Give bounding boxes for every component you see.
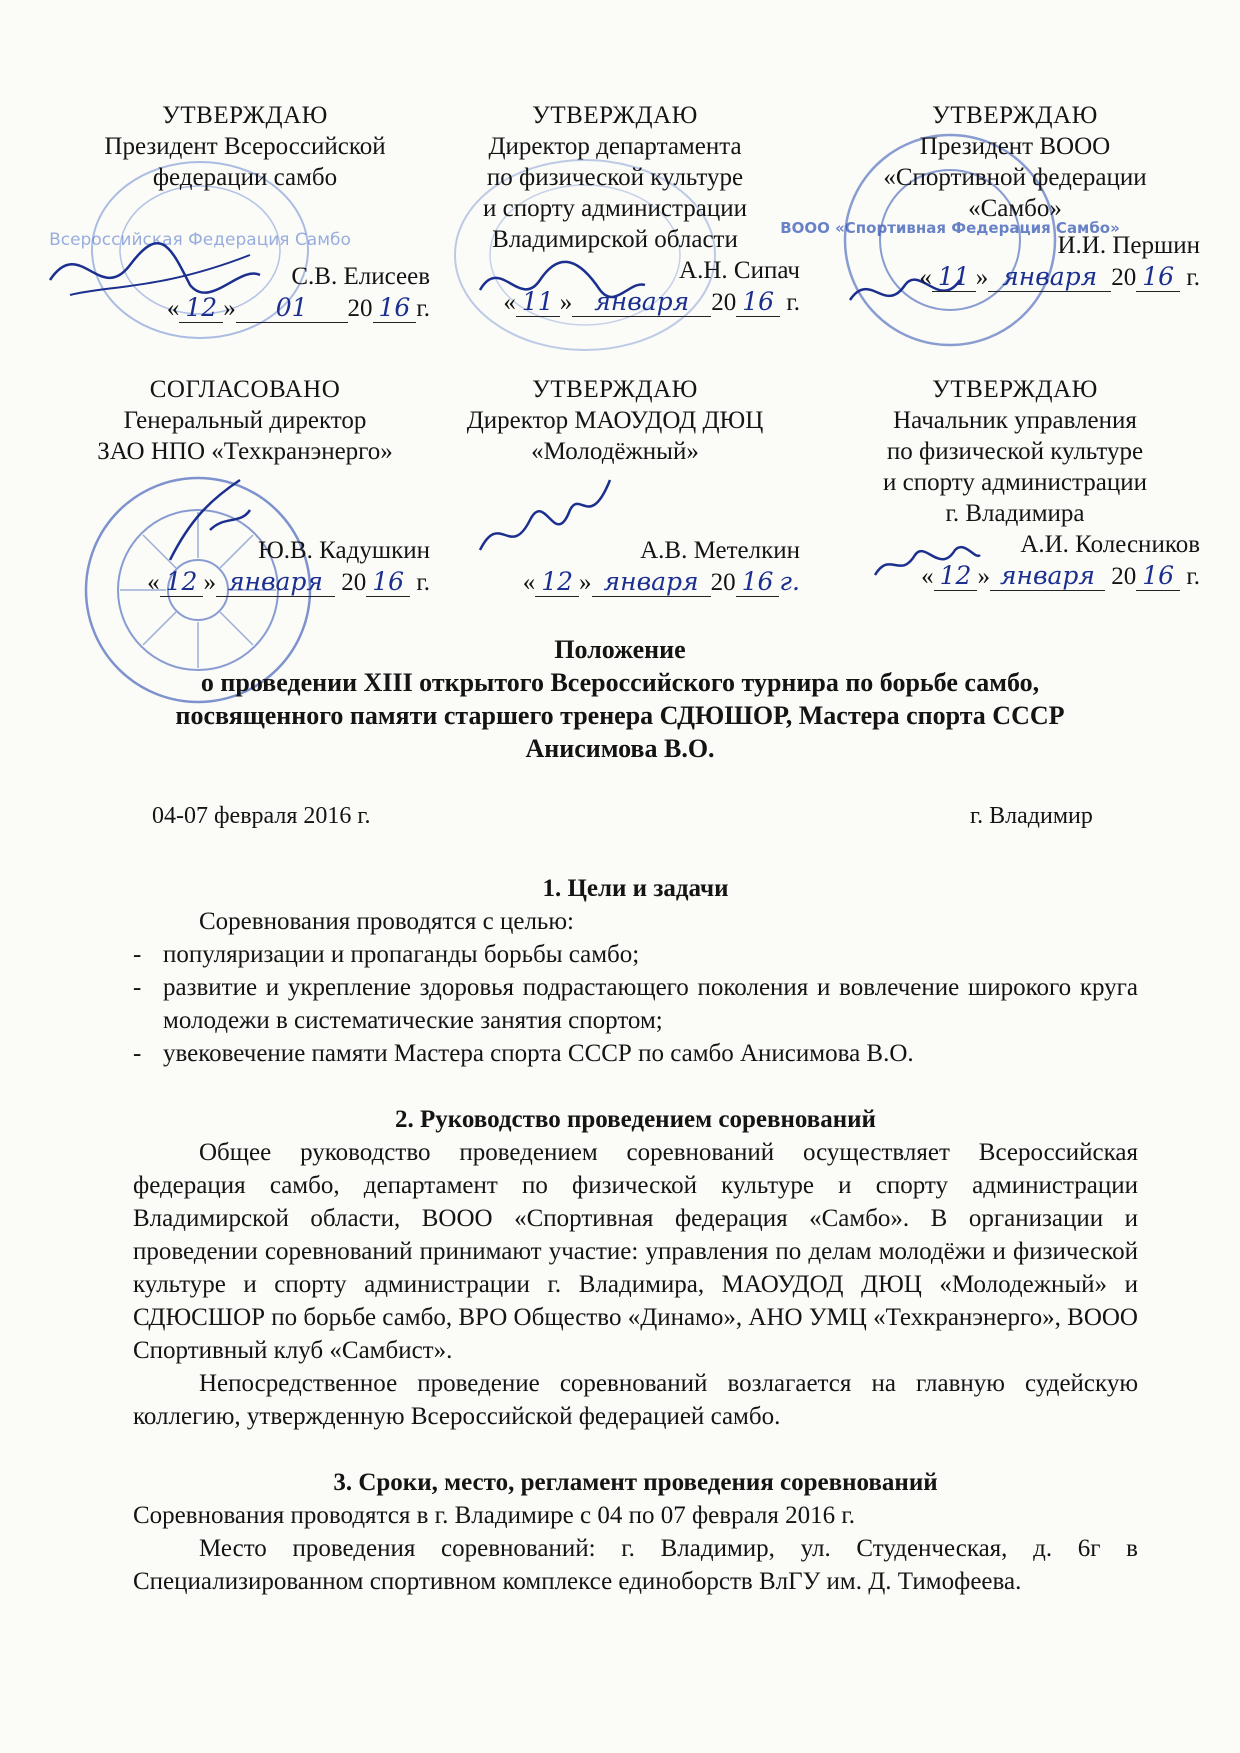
paragraph: Место проведения соревнований: г. Владимир, ул. Студенческая, д. 6г в Специализированном спортивном комплексе единоборств ВлГУ им. Д. Тимофеева. bbox=[133, 1535, 1138, 1595]
list-item: - развитие и укрепление здоровья подрастающего поколения и вовлечение широкого круга молодежи в систематические занятия спортом; bbox=[133, 971, 1138, 1037]
approval-line: по физической культуре bbox=[886, 438, 1144, 465]
approval-block-department-director bbox=[430, 100, 800, 318]
paragraph: Соревнования проводятся в г. Владимире с 04 по 07 февраля 2016 г. bbox=[133, 1502, 856, 1529]
date-year-suffix: 16 bbox=[373, 293, 417, 323]
approval-line: Президент Всероссийской bbox=[104, 133, 386, 160]
paragraph: Общее руководство проведением соревнований осуществляет Всероссийская федерация самбо, департамент по физической культуре и спорту администрации Владимирской области, ВООО «Спортивная федерация «Самбо». В организации и проведении соревнований принимают участие: управления по делам молодёжи и физической культуре и спорту администрации г. Владимира, МАОУДОД ДЮЦ «Молодежный» и СДЮСШОР по борьбе самбо, ВРО Общество «Динамо», АНО УМЦ «Техкранэнерго», ВООО Спортивный клуб «Самбист». bbox=[133, 1139, 1138, 1364]
signatory-name: И.И. Першин bbox=[1057, 232, 1200, 259]
approval-line: Владимирской области bbox=[492, 226, 738, 253]
approval-line: «Самбо» bbox=[968, 195, 1062, 222]
date-day: 11 bbox=[516, 287, 560, 317]
approval-heading: УТВЕРЖДАЮ bbox=[932, 376, 1098, 403]
approval-line: Директор МАОУДОД ДЮЦ bbox=[466, 407, 764, 434]
date-month: января bbox=[990, 561, 1105, 591]
date-day: 12 bbox=[934, 561, 978, 591]
document-title bbox=[100, 633, 1140, 765]
date-month: января bbox=[572, 287, 711, 317]
list-item: - популяризации и пропаганды борьбы самбо; bbox=[133, 938, 1138, 971]
date-day: 11 bbox=[932, 262, 976, 292]
title-line: Анисимова В.О. bbox=[525, 734, 715, 763]
list-item: - увековечение памяти Мастера спорта СССР по самбо Анисимова В.О. bbox=[133, 1037, 1138, 1070]
date-year-suffix: 16 bbox=[1136, 561, 1180, 591]
approval-date: « 11 » января 20 16 г. bbox=[503, 287, 800, 316]
date-year-suffix: 16 bbox=[366, 567, 410, 597]
approval-line: г. Владимира bbox=[945, 500, 1085, 527]
svg-text:Всероссийская Федерация Самбо: Всероссийская Федерация Самбо bbox=[49, 230, 351, 250]
section-heading-schedule: 3. Сроки, место, регламент проведения соревнований bbox=[333, 1469, 938, 1496]
section-heading-goals: 1. Цели и задачи bbox=[542, 875, 729, 902]
date-suffix: г. bbox=[416, 295, 430, 322]
goals-list bbox=[133, 938, 1138, 1070]
approval-line: и спорту администрации bbox=[483, 195, 747, 222]
approval-line: федерации самбо bbox=[152, 164, 338, 191]
paragraph: Непосредственное проведение соревнований возлагается на главную судейскую коллегию, утвержденную Всероссийской федерацией самбо. bbox=[133, 1370, 1138, 1430]
section-intro: Соревнования проводятся с целью: bbox=[199, 908, 574, 935]
title-line: Положение bbox=[554, 635, 686, 664]
date-year-prefix: 20 bbox=[1111, 563, 1137, 590]
date-suffix: г. bbox=[779, 567, 800, 596]
signatory-name: А.Н. Сипач bbox=[679, 257, 800, 284]
approval-block-department-head bbox=[830, 374, 1200, 592]
approval-line: Начальник управления bbox=[893, 407, 1137, 434]
approval-heading: УТВЕРЖДАЮ bbox=[932, 102, 1098, 129]
approval-block-general-director bbox=[60, 374, 430, 598]
approval-heading: УТВЕРЖДАЮ bbox=[162, 102, 328, 129]
date-year-suffix: 16 bbox=[736, 567, 780, 597]
date-month: 01 bbox=[236, 293, 348, 323]
date-day: 12 bbox=[160, 567, 204, 597]
approval-date: « 12 » 01 20 16 г. bbox=[166, 293, 430, 322]
approval-line: Генеральный директор bbox=[123, 407, 367, 434]
signatory-name: А.И. Колесников bbox=[1020, 531, 1200, 558]
title-line: посвященного памяти старшего тренера СДЮШОР, Мастера спорта СССР bbox=[175, 701, 1065, 730]
date-month: января bbox=[592, 567, 711, 597]
date-year-prefix: 20 bbox=[710, 569, 736, 596]
signatory-name: С.В. Елисеев bbox=[291, 263, 430, 290]
approval-date: « 12 » января 20 16 г. bbox=[147, 567, 430, 596]
date-year-prefix: 20 bbox=[347, 295, 373, 322]
date-year-prefix: 20 bbox=[341, 569, 367, 596]
date-suffix: г. bbox=[1186, 264, 1200, 291]
date-month: января bbox=[988, 262, 1111, 292]
approval-heading: УТВЕРЖДАЮ bbox=[532, 102, 698, 129]
approval-block-dyuts-director bbox=[430, 374, 800, 598]
approval-line: Президент ВООО bbox=[919, 133, 1111, 160]
date-year-prefix: 20 bbox=[711, 289, 737, 316]
approval-line: ЗАО НПО «Техкранэнерго» bbox=[97, 438, 393, 465]
approval-date: « 12 » января 20 16 г. bbox=[921, 561, 1200, 590]
date-day: 12 bbox=[535, 567, 579, 597]
date-suffix: г. bbox=[786, 289, 800, 316]
approval-date: « 11 » января 20 16 г. bbox=[919, 262, 1200, 291]
approval-heading: СОГЛАСОВАНО bbox=[149, 376, 341, 403]
approval-line: «Молодёжный» bbox=[531, 438, 699, 465]
approval-line: Директор департамента bbox=[488, 133, 742, 160]
section-heading-management: 2. Руководство проведением соревнований bbox=[395, 1106, 876, 1133]
approval-heading: УТВЕРЖДАЮ bbox=[532, 376, 698, 403]
date-year-prefix: 20 bbox=[1111, 264, 1137, 291]
date-month: января bbox=[216, 567, 335, 597]
approval-line: по физической культуре bbox=[486, 164, 744, 191]
date-suffix: г. bbox=[1186, 563, 1200, 590]
svg-text:ВООО «Спортивная Федерация Сам: ВООО «Спортивная Федерация Самбо» bbox=[780, 219, 1120, 237]
date-year-suffix: 16 bbox=[736, 287, 780, 317]
approval-line: и спорту администрации bbox=[883, 469, 1147, 496]
signatory-name: А.В. Метелкин bbox=[640, 537, 800, 564]
date-suffix: г. bbox=[416, 569, 430, 596]
date-year-suffix: 16 bbox=[1136, 262, 1180, 292]
date-day: 12 bbox=[179, 293, 223, 323]
approval-block-president-sambo bbox=[60, 100, 430, 324]
event-dates: 04-07 февраля 2016 г. bbox=[152, 803, 371, 829]
signatory-name: Ю.В. Кадушкин bbox=[258, 537, 430, 564]
document-body bbox=[133, 872, 1138, 1598]
approval-block-president-vooo bbox=[830, 100, 1200, 293]
approval-date: « 12 » января 20 16 г. bbox=[522, 567, 800, 596]
event-place: г. Владимир bbox=[970, 803, 1093, 829]
approval-line: «Спортивной федерации bbox=[883, 164, 1147, 191]
title-line: о проведении XIII открытого Всероссийского турнира по борьбе самбо, bbox=[200, 668, 1040, 697]
